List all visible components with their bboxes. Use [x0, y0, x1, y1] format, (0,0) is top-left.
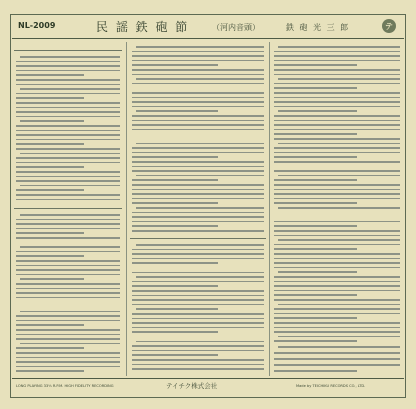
- text-line-placeholder: [16, 357, 120, 359]
- text-line-placeholder: [20, 311, 120, 313]
- text-line-placeholder: [278, 110, 357, 112]
- text-line-placeholder: [278, 78, 400, 80]
- text-line-placeholder: [132, 253, 264, 255]
- text-line-placeholder: [132, 304, 264, 306]
- text-line-placeholder: [16, 297, 120, 299]
- text-line-placeholder: [274, 101, 400, 103]
- text-line-placeholder: [278, 175, 400, 177]
- text-line-placeholder: [278, 207, 400, 209]
- text-line-placeholder: [274, 189, 400, 191]
- text-line-placeholder: [132, 258, 264, 260]
- text-line-placeholder: [16, 97, 84, 99]
- text-line-placeholder: [274, 285, 400, 287]
- text-line-placeholder: [274, 322, 400, 324]
- text-line-placeholder: [274, 352, 400, 354]
- text-line-placeholder: [16, 102, 120, 104]
- text-line-placeholder: [20, 185, 120, 187]
- text-line-placeholder: [132, 221, 264, 223]
- text-line-placeholder: [278, 143, 400, 145]
- text-line-placeholder: [136, 143, 264, 145]
- text-line-placeholder: [274, 317, 357, 319]
- text-line-placeholder: [20, 343, 120, 345]
- header-rule: [12, 38, 404, 39]
- text-line-placeholder: [16, 93, 120, 95]
- text-line-placeholder: [16, 352, 120, 354]
- section-rule: [14, 50, 122, 51]
- text-line-placeholder: [16, 130, 120, 132]
- text-line-placeholder: [16, 260, 120, 262]
- text-line-placeholder: [274, 230, 400, 232]
- text-line-placeholder: [274, 364, 400, 366]
- text-line-placeholder: [132, 156, 218, 158]
- text-line-placeholder: [274, 198, 400, 200]
- text-line-placeholder: [274, 294, 357, 296]
- manufacturer-note: Made by TEICHIKU RECORDS CO., LTD.: [296, 384, 366, 388]
- text-line-placeholder: [274, 276, 400, 278]
- text-line-placeholder: [16, 70, 120, 72]
- text-line-placeholder: [16, 251, 120, 253]
- section-rule: [130, 238, 266, 239]
- text-line-placeholder: [132, 106, 264, 108]
- text-line-placeholder: [274, 92, 400, 94]
- text-line-placeholder: [274, 83, 400, 85]
- text-line-placeholder: [274, 170, 400, 172]
- text-line-placeholder: [20, 120, 84, 122]
- text-line-placeholder: [132, 97, 264, 99]
- text-line-placeholder: [274, 248, 357, 250]
- text-line-placeholder: [274, 331, 400, 333]
- text-line-placeholder: [136, 276, 264, 278]
- text-line-placeholder: [274, 161, 400, 163]
- text-line-placeholder: [132, 120, 264, 122]
- text-line-placeholder: [132, 129, 264, 131]
- text-line-placeholder: [136, 244, 264, 246]
- text-line-placeholder: [16, 370, 84, 372]
- catalog-number: NL-2009: [18, 21, 56, 30]
- text-line-placeholder: [136, 341, 264, 343]
- text-line-placeholder: [132, 331, 218, 333]
- text-line-placeholder: [274, 97, 400, 99]
- text-line-placeholder: [16, 265, 120, 267]
- text-line-placeholder: [274, 267, 400, 269]
- text-line-placeholder: [132, 212, 264, 214]
- text-line-placeholder: [274, 138, 400, 140]
- text-line-placeholder: [132, 364, 264, 366]
- text-line-placeholder: [132, 354, 218, 356]
- text-line-placeholder: [132, 101, 264, 103]
- record-subtitle: （河内音頭）: [212, 23, 260, 32]
- text-line-placeholder: [278, 271, 357, 273]
- text-line-placeholder: [16, 361, 120, 363]
- text-line-placeholder: [132, 202, 218, 204]
- text-line-placeholder: [274, 370, 357, 372]
- text-line-placeholder: [16, 334, 120, 336]
- text-line-placeholder: [274, 156, 357, 158]
- text-line-placeholder: [278, 304, 400, 306]
- text-line-placeholder: [274, 340, 357, 342]
- text-line-placeholder: [16, 347, 84, 349]
- text-line-placeholder: [132, 189, 264, 191]
- text-line-placeholder: [136, 110, 218, 112]
- text-line-placeholder: [274, 221, 400, 223]
- text-line-placeholder: [16, 274, 120, 276]
- text-line-placeholder: [16, 219, 120, 221]
- text-line-placeholder: [274, 290, 400, 292]
- text-line-placeholder: [278, 346, 400, 348]
- text-line-placeholder: [132, 285, 218, 287]
- text-line-placeholder: [274, 74, 400, 76]
- text-line-placeholder: [274, 253, 400, 255]
- text-line-placeholder: [274, 184, 400, 186]
- liner-notes-column-3: [272, 42, 402, 376]
- text-line-placeholder: [16, 194, 120, 196]
- column-separator: [126, 42, 127, 376]
- text-line-placeholder: [16, 255, 84, 257]
- text-line-placeholder: [132, 345, 264, 347]
- text-line-placeholder: [136, 207, 264, 209]
- text-line-placeholder: [16, 107, 120, 109]
- text-line-placeholder: [274, 69, 400, 71]
- text-line-placeholder: [132, 322, 264, 324]
- text-line-placeholder: [16, 199, 120, 201]
- text-line-placeholder: [274, 129, 400, 131]
- text-line-placeholder: [16, 189, 84, 191]
- text-line-placeholder: [16, 84, 120, 86]
- text-line-placeholder: [16, 283, 120, 285]
- text-line-placeholder: [16, 292, 120, 294]
- text-line-placeholder: [132, 327, 264, 329]
- text-line-placeholder: [20, 88, 120, 90]
- text-line-placeholder: [16, 329, 120, 331]
- text-line-placeholder: [132, 170, 264, 172]
- text-line-placeholder: [16, 157, 120, 159]
- text-line-placeholder: [132, 74, 264, 76]
- text-line-placeholder: [132, 193, 264, 195]
- text-line-placeholder: [274, 327, 400, 329]
- text-line-placeholder: [16, 166, 84, 168]
- text-line-placeholder: [274, 55, 400, 57]
- text-line-placeholder: [274, 299, 400, 301]
- text-line-placeholder: [16, 366, 120, 368]
- text-line-placeholder: [274, 262, 400, 264]
- text-line-placeholder: [16, 228, 120, 230]
- text-line-placeholder: [132, 313, 264, 315]
- text-line-placeholder: [16, 148, 120, 150]
- text-line-placeholder: [132, 55, 264, 57]
- text-line-placeholder: [132, 64, 218, 66]
- text-line-placeholder: [20, 214, 120, 216]
- text-line-placeholder: [132, 225, 218, 227]
- text-line-placeholder: [20, 153, 120, 155]
- text-line-placeholder: [132, 124, 264, 126]
- text-line-placeholder: [278, 239, 400, 241]
- text-line-placeholder: [16, 288, 120, 290]
- text-line-placeholder: [16, 111, 120, 113]
- text-line-placeholder: [274, 281, 400, 283]
- text-line-placeholder: [274, 124, 400, 126]
- text-line-placeholder: [132, 262, 218, 264]
- footer-rule: [12, 378, 404, 379]
- text-line-placeholder: [132, 290, 264, 292]
- text-line-placeholder: [274, 60, 400, 62]
- text-line-placeholder: [132, 318, 264, 320]
- text-line-placeholder: [132, 152, 264, 154]
- text-line-placeholder: [16, 65, 120, 67]
- text-line-placeholder: [16, 237, 120, 239]
- text-line-placeholder: [274, 51, 400, 53]
- text-line-placeholder: [274, 202, 357, 204]
- text-line-placeholder: [136, 46, 264, 48]
- text-line-placeholder: [132, 359, 264, 361]
- text-line-placeholder: [274, 313, 400, 315]
- text-line-placeholder: [274, 193, 400, 195]
- text-line-placeholder: [132, 83, 264, 85]
- text-line-placeholder: [16, 162, 120, 164]
- text-line-placeholder: [132, 230, 264, 232]
- teichiku-logo-icon: テ: [382, 19, 396, 33]
- text-line-placeholder: [132, 184, 264, 186]
- text-line-placeholder: [16, 125, 120, 127]
- text-line-placeholder: [274, 258, 400, 260]
- text-line-placeholder: [132, 69, 264, 71]
- text-line-placeholder: [274, 64, 357, 66]
- text-line-placeholder: [274, 147, 400, 149]
- recording-format-note: LONG PLAYING 33⅓ R.P.M. HIGH FIDELITY RECORDING: [16, 384, 114, 388]
- text-line-placeholder: [274, 133, 357, 135]
- text-line-placeholder: [132, 179, 218, 181]
- column-separator: [269, 42, 270, 376]
- artist-name: 鉄 砲 光 三 郎: [286, 23, 350, 32]
- text-line-placeholder: [274, 179, 357, 181]
- text-line-placeholder: [132, 299, 264, 301]
- text-line-placeholder: [132, 60, 264, 62]
- text-line-placeholder: [16, 176, 120, 178]
- section-rule: [14, 208, 122, 209]
- text-line-placeholder: [274, 106, 400, 108]
- text-line-placeholder: [278, 46, 400, 48]
- text-line-placeholder: [274, 120, 400, 122]
- text-line-placeholder: [274, 87, 357, 89]
- text-line-placeholder: [16, 61, 120, 63]
- text-line-placeholder: [16, 171, 120, 173]
- text-line-placeholder: [278, 336, 400, 338]
- text-line-placeholder: [136, 308, 218, 310]
- text-line-placeholder: [132, 281, 264, 283]
- text-line-placeholder: [132, 368, 264, 370]
- text-line-placeholder: [274, 225, 357, 227]
- text-line-placeholder: [16, 143, 84, 145]
- text-line-placeholder: [274, 152, 400, 154]
- text-line-placeholder: [132, 295, 264, 297]
- text-line-placeholder: [20, 246, 120, 248]
- text-line-placeholder: [16, 232, 84, 234]
- text-line-placeholder: [20, 278, 84, 280]
- text-line-placeholder: [132, 272, 264, 274]
- text-line-placeholder: [16, 139, 120, 141]
- text-line-placeholder: [132, 92, 264, 94]
- text-line-placeholder: [132, 216, 264, 218]
- text-line-placeholder: [16, 320, 120, 322]
- record-title: 民 謡 鉄 砲 節: [96, 20, 190, 34]
- text-line-placeholder: [274, 358, 400, 360]
- publisher-name: テイチク株式会社: [166, 382, 218, 390]
- text-line-placeholder: [132, 198, 264, 200]
- text-line-placeholder: [16, 134, 120, 136]
- text-line-placeholder: [132, 147, 264, 149]
- text-line-placeholder: [16, 338, 120, 340]
- text-line-placeholder: [132, 161, 264, 163]
- text-line-placeholder: [274, 308, 400, 310]
- text-line-placeholder: [20, 56, 120, 58]
- text-line-placeholder: [274, 244, 400, 246]
- text-line-placeholder: [16, 315, 120, 317]
- text-line-placeholder: [132, 115, 264, 117]
- liner-notes-column-2: [130, 42, 266, 376]
- text-line-placeholder: [132, 51, 264, 53]
- text-line-placeholder: [16, 223, 120, 225]
- text-line-placeholder: [132, 249, 264, 251]
- text-line-placeholder: [16, 79, 120, 81]
- text-line-placeholder: [16, 74, 84, 76]
- text-line-placeholder: [16, 180, 120, 182]
- liner-notes-column-1: [14, 42, 122, 376]
- text-line-placeholder: [132, 166, 264, 168]
- text-line-placeholder: [16, 116, 120, 118]
- text-line-placeholder: [136, 175, 264, 177]
- text-line-placeholder: [16, 324, 84, 326]
- text-line-placeholder: [274, 115, 400, 117]
- text-line-placeholder: [16, 269, 120, 271]
- text-line-placeholder: [132, 350, 264, 352]
- text-line-placeholder: [136, 78, 264, 80]
- text-line-placeholder: [274, 235, 400, 237]
